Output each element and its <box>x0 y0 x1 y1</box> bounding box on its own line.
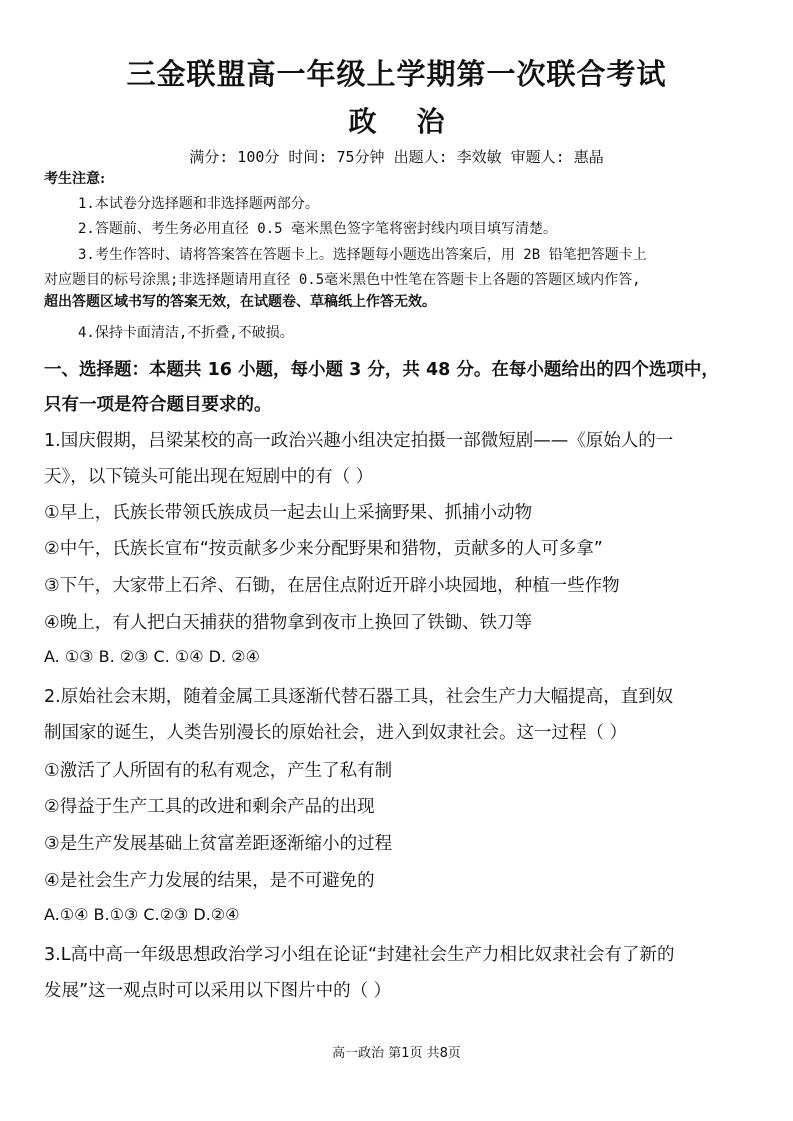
q1-item-3: ③下午，大家带上石斧、石锄，在居住点附近开辟小块园地，种植一些作物 <box>44 576 620 596</box>
exam-subject: 政治 <box>348 105 485 138</box>
q2-options: A.①④ B.①③ C.②③ D.②④ <box>44 905 240 924</box>
q1-item-1: ①早上，氏族长带领氏族成员一起去山上采摘野果、抓捕小动物 <box>44 503 533 523</box>
exam-meta: 满分: 100分 时间: 75分钟 出题人: 李效敏 审题人: 惠晶 <box>189 148 604 166</box>
section-heading-line-1: 一、选择题：本题共 16 小题，每小题 3 分，共 48 分。在每小题给出的四个选项中， <box>44 360 719 380</box>
q2-item-4: ④是社会生产力发展的结果，是不可避免的 <box>44 871 375 891</box>
exam-title: 三金联盟高一年级上学期第一次联合考试 <box>126 57 667 91</box>
notice-item-3-line-2: 对应题目的标号涂黑;非选择题请用直径 0.5毫米黑色中性笔在答题卡上各题的答题区域内作答, <box>44 272 641 288</box>
q3-stem-line-1: 3.L高中高一年级思想政治学习小组在论证“封建社会生产力相比奴隶社会有了新的 <box>44 945 675 965</box>
q3-stem-line-2: 发展”这一观点时可以采用以下图片中的（ ） <box>44 981 392 1001</box>
q2-item-2: ②得益于生产工具的改进和剩余产品的出现 <box>44 797 375 817</box>
notice-title: 考生注意: <box>44 171 106 187</box>
q1-options: A. ①③ B. ②③ C. ①④ D. ②④ <box>44 647 260 666</box>
notice-item-3-line-3: 超出答题区域书写的答案无效，在试题卷、草稿纸上作答无效。 <box>44 294 436 310</box>
page-footer: 高一政治 第1页 共8页 <box>332 1046 461 1061</box>
notice-item-3-line-1: 3.考生作答时、请将答案答在答题卡上。选择题每小题选出答案后，用 2B 铅笔把答题卡上 <box>78 247 647 263</box>
notice-item-1: 1.本试卷分选择题和非选择题两部分。 <box>78 196 319 212</box>
q1-item-4: ④晚上，有人把白天捕获的猎物拿到夜市上换回了铁锄、铁刀等 <box>44 613 533 633</box>
q2-stem-line-1: 2.原始社会末期，随着金属工具逐渐代替石器工具，社会生产力大幅提高，直到奴 <box>44 687 674 707</box>
notice-item-4: 4.保持卡面清洁,不折叠,不破损。 <box>78 325 294 341</box>
notice-item-2: 2.答题前、考生务必用直径 0.5 毫米黑色签字笔将密封线内项目填写清楚。 <box>78 221 557 237</box>
q2-item-3: ③是生产发展基础上贫富差距逐渐缩小的过程 <box>44 834 393 854</box>
q2-item-1: ①激活了人所固有的私有观念，产生了私有制 <box>44 761 393 781</box>
q2-stem-line-2: 制国家的诞生，人类告别漫长的原始社会，进入到奴隶社会。这一过程（ ） <box>44 723 628 743</box>
section-heading-line-2: 只有一项是符合题目要求的。 <box>44 395 272 415</box>
q1-stem-line-2: 天》，以下镜头可能出现在短剧中的有（ ） <box>44 467 374 487</box>
q1-item-2: ②中午，氏族长宣布“按贡献多少来分配野果和猎物，贡献多的人可多拿” <box>44 539 603 559</box>
q1-stem-line-1: 1.国庆假期，吕梁某校的高一政治兴趣小组决定拍摄一部微短剧——《原始人的一 <box>44 431 674 451</box>
